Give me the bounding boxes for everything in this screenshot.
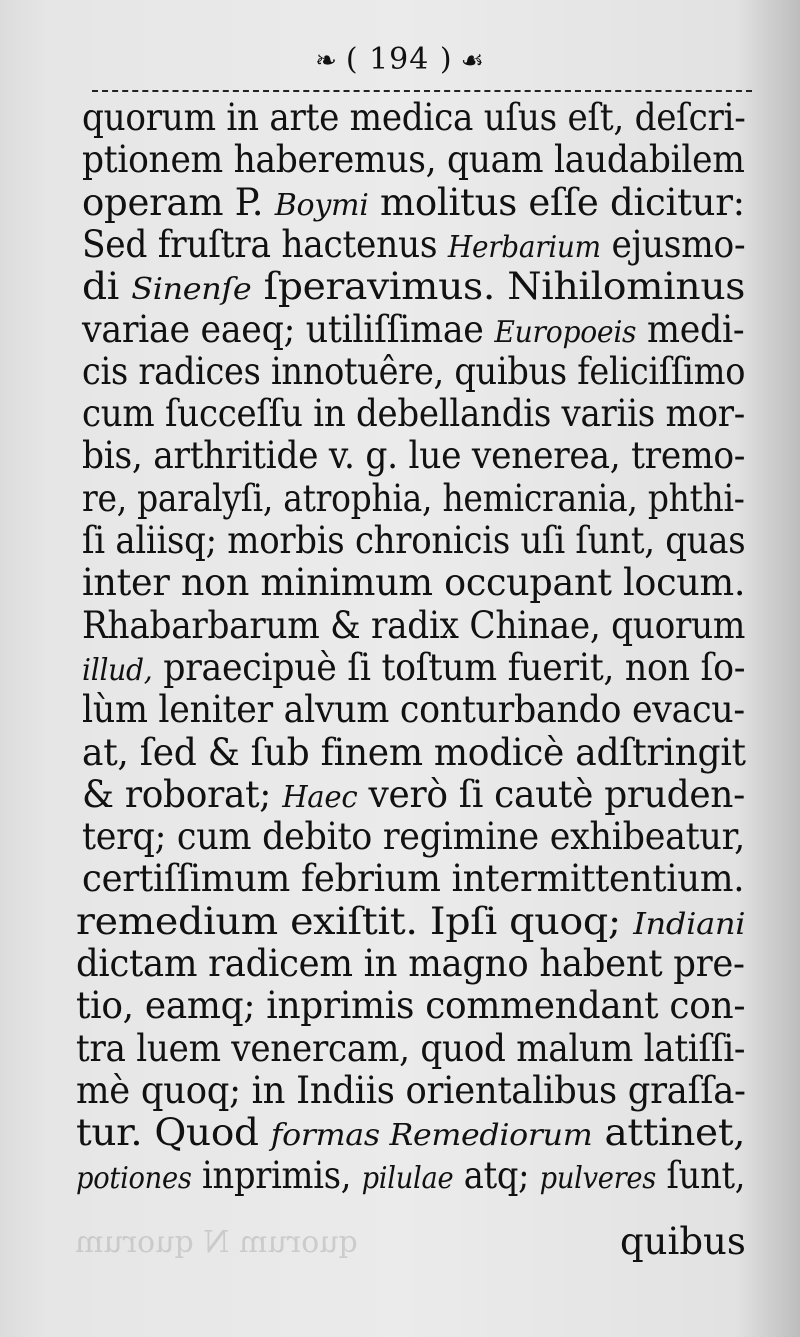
text-run: certiſſimum febrium intermittentium.	[82, 857, 745, 901]
text-run: verò ſi cautè pruden-	[357, 772, 746, 816]
italic-word: Haec	[282, 779, 358, 815]
text-run: remedium exiſtit. Ipſi quoq;	[76, 899, 634, 943]
text-run: tio, eamq; inprimis commendant con-	[76, 984, 746, 1028]
right-ornament-icon: ☙	[460, 46, 485, 76]
text-line	[82, 182, 745, 227]
text-line	[82, 562, 745, 604]
text-line	[82, 858, 744, 900]
text-line	[82, 689, 745, 731]
text-run: bis, arthritide v. g. lue venerea, tremo-	[82, 434, 746, 478]
text-run: operam P.	[82, 180, 275, 224]
text-run: & roborat;	[82, 772, 283, 816]
text-line	[82, 393, 745, 435]
italic-word: Herbarium	[447, 229, 601, 265]
text-run: praecipuè ſi toſtum fuerit, non ſo-	[152, 645, 746, 689]
left-ornament-icon: ❧	[315, 46, 338, 76]
text-run: terq; cum debito regimine exhibeatur,	[82, 815, 745, 859]
text-line	[82, 478, 745, 520]
text-run: ſi aliisq; morbis chronicis uſi ſunt, quas	[82, 519, 746, 562]
text-run: di	[82, 265, 132, 309]
text-line	[82, 309, 744, 354]
text-run: mè quoq; in Indiis orientalibus graſſa-	[76, 1068, 746, 1112]
text-line	[76, 1070, 746, 1112]
text-run: cis radices innotuêre, quibus feliciſſimo	[82, 349, 746, 393]
text-line	[82, 520, 745, 562]
italic-word: potiones	[76, 1160, 192, 1196]
text-line	[82, 647, 745, 692]
page-header	[0, 42, 800, 77]
text-run: variae eaeq; utiliſſimae	[82, 307, 495, 351]
text-run: ptionem haberemus, quam laudabilem	[82, 138, 745, 182]
text-run: inter non minimum occupant locum.	[82, 561, 746, 605]
text-run: molitus eſſe dicitur:	[368, 180, 745, 224]
text-run: tur. Quod	[76, 1111, 271, 1155]
page-number: ( 194 )	[345, 42, 453, 77]
bleed-through-text: quorum N quorum	[75, 1225, 358, 1260]
text-run: Rhabarbarum & radix Chinae, quorum	[82, 603, 746, 647]
text-line	[82, 224, 745, 269]
text-run: ejusmo-	[600, 222, 746, 266]
text-line	[76, 985, 745, 1027]
italic-word: Sinenſe	[131, 272, 252, 308]
text-run: atq;	[453, 1153, 540, 1197]
text-line	[82, 97, 746, 139]
header-rule	[92, 90, 752, 92]
italic-word: Indiani	[633, 906, 746, 942]
italic-word: illud,	[82, 652, 153, 688]
text-run: re, paralyſi, atrophia, hemicrania, phthi-	[82, 476, 745, 520]
italic-word: pilulae	[361, 1160, 454, 1196]
italic-word: Europoeis	[494, 314, 637, 350]
text-run: quorum in arte medica uſus eſt, deſcri-	[82, 96, 746, 139]
text-line	[82, 351, 745, 393]
text-run: medi-	[636, 307, 745, 351]
text-line	[76, 1028, 745, 1070]
text-line	[82, 139, 745, 181]
text-line	[82, 605, 745, 647]
italic-word: formas Remediorum	[270, 1118, 593, 1154]
text-run: ſunt,	[656, 1153, 746, 1197]
text-line	[82, 816, 745, 858]
text-run: Sed fruſtra hactenus	[82, 222, 448, 266]
italic-word: Boymi	[274, 187, 369, 223]
text-line	[82, 266, 745, 311]
text-line	[76, 1155, 745, 1200]
italic-word: pulveres	[539, 1160, 657, 1196]
text-line	[82, 774, 745, 819]
text-run: dictam radicem in magno habent pre-	[76, 942, 745, 985]
text-line	[76, 943, 745, 985]
text-line	[82, 732, 746, 774]
text-run: ſperavimus. Nihilominus	[251, 265, 746, 309]
text-run: cum ſucceſſu in debellandis variis mor-	[82, 392, 745, 436]
text-run: at, ſed & ſub finem modicè adſtringit	[82, 730, 746, 774]
text-run: lùm leniter alvum conturbando evacu-	[82, 688, 745, 732]
catchword: quibus	[620, 1220, 746, 1263]
text-line	[76, 901, 745, 946]
text-line	[82, 435, 745, 477]
text-run: inprimis,	[191, 1153, 362, 1197]
text-run: attinet,	[592, 1111, 746, 1155]
text-line	[76, 1112, 745, 1157]
text-run: tra luem venercam, quod malum latiſſi-	[76, 1026, 746, 1070]
